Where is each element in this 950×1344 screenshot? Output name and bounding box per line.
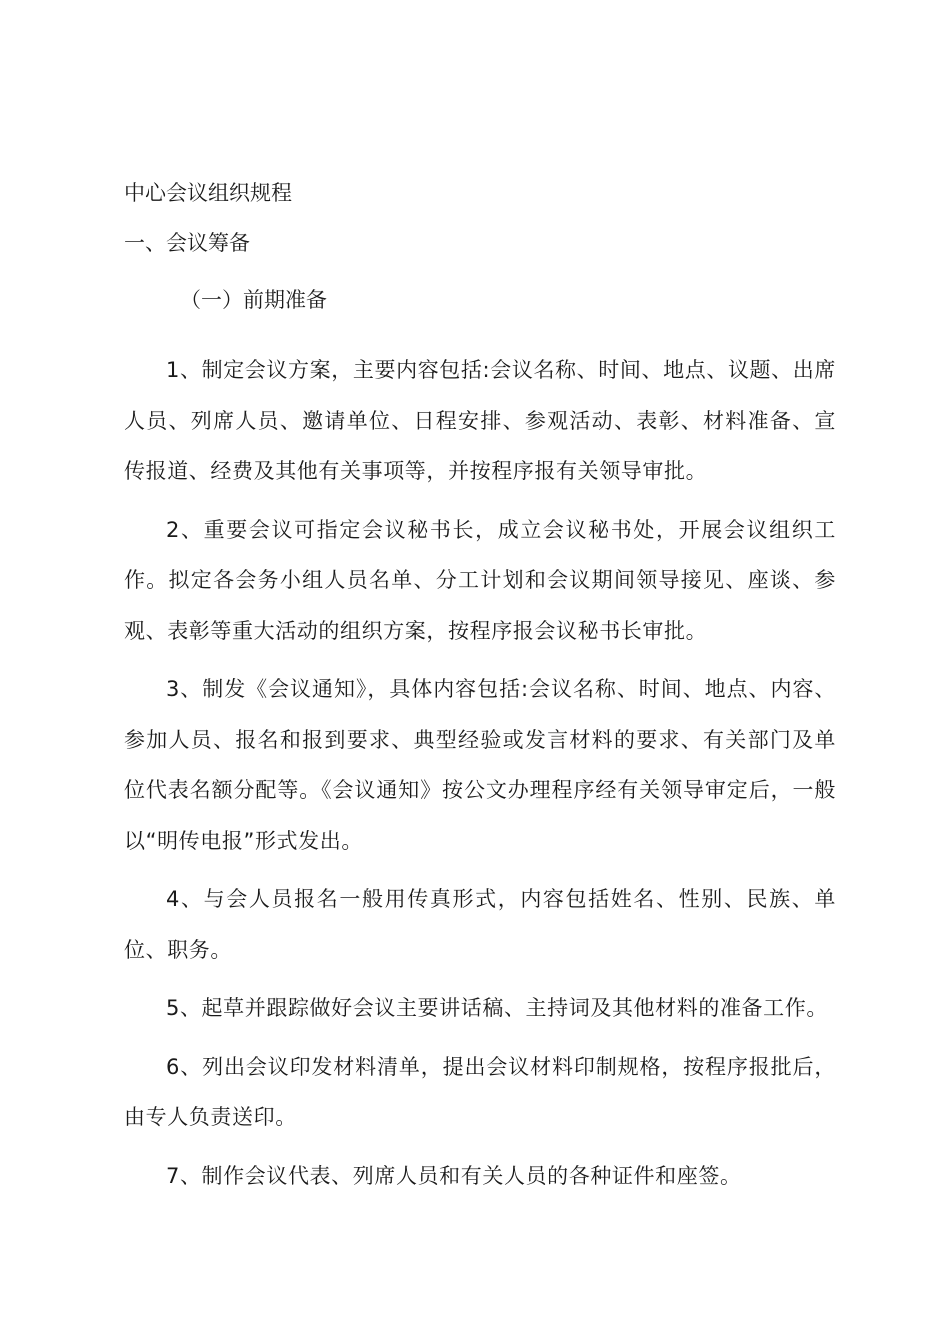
document-body (124, 345, 836, 1209)
paragraph-6: 6、列出会议印发材料清单，提出会议材料印制规格，按程序报批后，由专人负责送印。 (124, 1054, 836, 1129)
paragraph-3: 3、制发《会议通知》，具体内容包括:会议名称、时间、地点、内容、参加人员、报名和报到要求、典型经验或发言材料的要求、有关部门及单位代表名额分配等。《会议通知》按公文办理程序经有关领导审定后，一般以“明传电报”形式发出。 (124, 677, 836, 853)
paragraph-2: 2、重要会议可指定会议秘书长，成立会议秘书处，开展会议组织工作。拟定各会务小组人员名单、分工计划和会议期间领导接见、座谈、参观、表彰等重大活动的组织方案，按程序报会议秘书长审批。 (124, 517, 836, 643)
section-heading: 一、会议筹备 (124, 231, 250, 255)
paragraph-5: 5、起草并跟踪做好会议主要讲话稿、主持词及其他材料的准备工作。 (166, 996, 828, 1020)
paragraph-4: 4、与会人员报名一般用传真形式，内容包括姓名、性别、民族、单位、职务。 (124, 887, 836, 962)
subsection-heading: （一）前期准备 (180, 288, 327, 312)
paragraph-1: 1、制定会议方案，主要内容包括:会议名称、时间、地点、议题、出席人员、列席人员、邀请单位、日程安排、参观活动、表彰、材料准备、宣传报道、经费及其他有关事项等，并按程序报有关领导审批。 (124, 358, 836, 483)
paragraph-7: 7、制作会议代表、列席人员和有关人员的各种证件和座签。 (166, 1163, 742, 1188)
document-title: 中心会议组织规程 (124, 181, 292, 205)
